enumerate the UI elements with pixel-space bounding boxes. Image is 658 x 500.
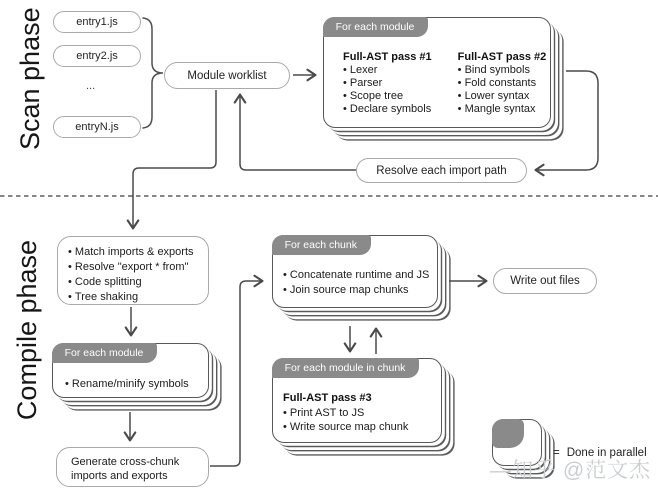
generate-line: imports and exports [71,470,168,482]
compile-module-card-tab: For each module [52,343,158,363]
watermark-text: —知乎 @范文杰 [490,459,652,482]
scan-card-tab: For each module [323,17,429,37]
link-step: • Code splitting [68,275,208,290]
link-step: • Tree shaking [68,290,208,305]
module-in-chunk-card-tab: For each module in chunk [272,358,420,378]
link-step: • Resolve "export * from" [68,260,208,275]
legend-equals: = [553,447,560,459]
pass2-item: • Mangle syntax [458,103,547,116]
node-module-worklist: Module worklist [164,62,290,89]
node-entryN: entryN.js [53,116,141,138]
entries-brace [143,18,163,128]
line-worklist-to-match-box [133,90,216,228]
pass3-item: • Print AST to JS [283,406,441,421]
compile-foreach-module-card [52,343,209,398]
scan-foreach-module-card [323,17,551,128]
scan-card-columns [343,51,550,116]
pass1-item: • Parser [343,77,432,90]
legend-label: Done in parallel [566,447,647,459]
pass2-title: Full-AST pass #2 [457,51,547,63]
node-resolve-import-path: Resolve each import path [356,158,527,183]
full-ast-pass-1 [343,51,432,116]
compile-phase-label: Compile phase [12,239,42,421]
pass2-item: • Fold constants [458,77,547,90]
full-ast-pass-2 [458,51,547,116]
parallel-card-icon-tab [492,419,524,448]
link-step: • Match imports & exports [68,245,208,260]
pass1-item: • Scope tree [343,90,432,103]
pass1-title: Full-AST pass #1 [343,51,432,63]
pass3-title: Full-AST pass #3 [283,392,372,404]
node-entry1: entry1.js [53,11,141,33]
pass3-item: • Write source map chunk [283,420,441,435]
pass2-item: • Lower syntax [458,90,547,103]
pass2-item: • Bind symbols [458,64,547,77]
chunk-item: • Concatenate runtime and JS [283,268,437,283]
entries-ellipsis: ... [86,80,96,92]
pass1-item: • Lexer [343,64,432,77]
scan-phase-label: Scan phase [15,7,45,150]
generate-cross-chunk-box [56,447,209,487]
foreach-module-in-chunk-card [272,358,442,443]
generate-line: Generate cross-chunk [71,456,180,468]
chunk-card-tab: For each chunk [272,235,371,255]
foreach-chunk-card [272,235,438,308]
node-entry2: entry2.js [53,45,141,67]
line-generate-to-chunk-card [210,281,262,466]
compile-module-item: • Rename/minify symbols [65,377,208,392]
pass1-item: • Declare symbols [343,103,432,116]
compile-link-steps-box [57,236,209,305]
chunk-item: • Join source map chunks [283,283,437,298]
node-write-out-files: Write out files [493,268,597,294]
